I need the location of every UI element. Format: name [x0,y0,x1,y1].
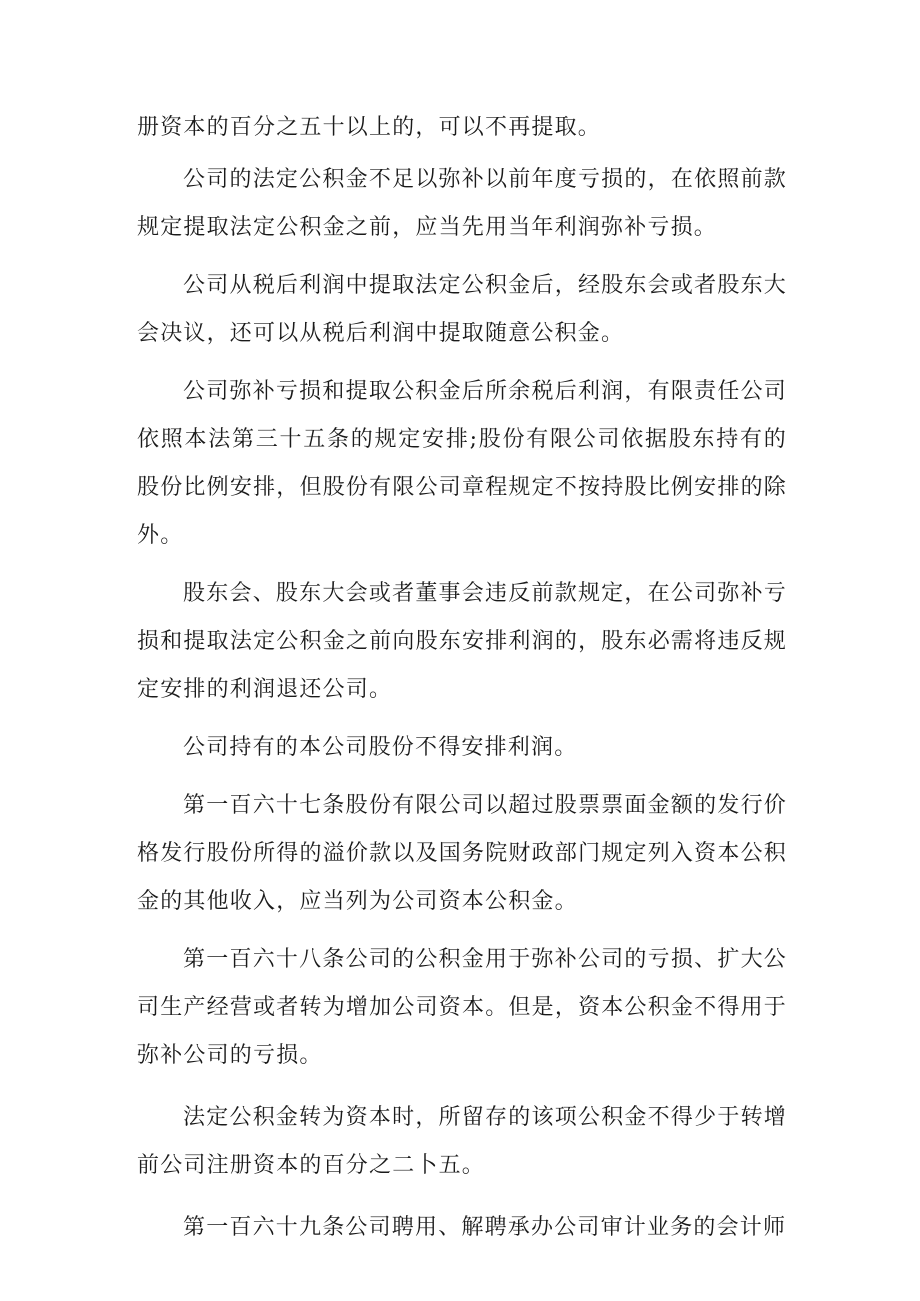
paragraph-3: 公司从税后利润中提取法定公积金后，经股东会或者股东大会决议，还可以从税后利润中提取随意公积金。 [137,273,787,346]
paragraph-10: 第一百六十九条公司聘用、解聘承办公司审计业务的会计师 [183,1215,787,1240]
paragraph-4: 公司弥补亏损和提取公积金后所余税后利润，有限责任公司依照本法第三十五条的规定安排;股份有限公司依据股东持有的股份比例安排，但股份有限公司章程规定不按持股比例安排的除外。 [137,379,787,548]
paragraph-6: 公司持有的本公司股份不得安排利润。 [183,735,578,760]
paragraph-8: 第一百六十八条公司的公积金用于弥补公司的亏损、扩大公司生产经营或者转为增加公司资本。但是，资本公积金不得用于弥补公司的亏损。 [137,947,787,1068]
paragraph-7: 第一百六十七条股份有限公司以超过股票票面金额的发行价格发行股份所得的溢价款以及国务院财政部门规定列入资本公积金的其他收入，应当列为公司资本公积金。 [137,793,787,914]
paragraph-1: 册资本的百分之五十以上的，可以不再提取。 [137,115,602,140]
paragraph-2: 公司的法定公积金不足以弥补以前年度亏损的，在依照前款规定提取法定公积金之前，应当先用当年利润弥补亏损。 [137,167,787,240]
paragraph-9: 法定公积金转为资本时，所留存的该项公积金不得少于转增前公司注册资本的百分之二卜五。 [137,1105,787,1178]
paragraph-5: 股东会、股东大会或者董事会违反前款规定，在公司弥补亏损和提取法定公积金之前向股东安排利润的，股东必需将违反规定安排的利润退还公司。 [137,581,787,702]
document-body [137,104,787,1252]
